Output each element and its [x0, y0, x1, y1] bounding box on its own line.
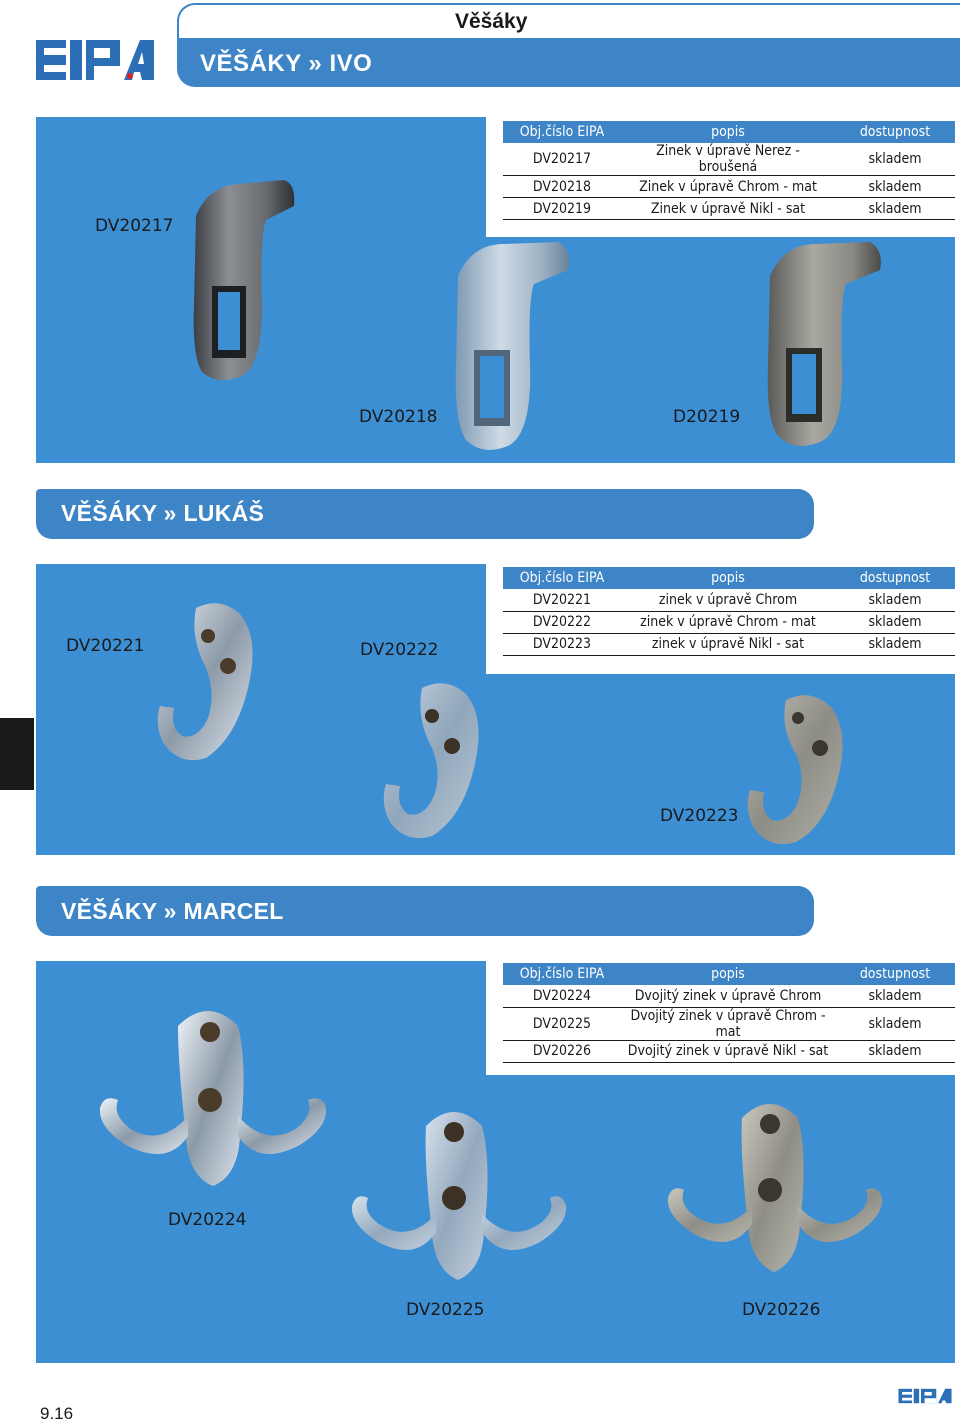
col-header-avail: dostupnost: [835, 121, 955, 143]
table-row: DV20226 Dvojitý zinek v úpravě Nikl - sat skladem: [503, 1040, 955, 1062]
product-label: DV20217: [95, 216, 174, 236]
product-image-dv20222: [376, 678, 496, 846]
product-label: DV20222: [360, 640, 439, 660]
table-row: DV20221 zinek v úpravě Chrom skladem: [503, 589, 955, 611]
table-row: DV20217 Zinek v úpravě Nerez - broušená skladem: [503, 143, 955, 176]
product-image-dv20217: [188, 176, 298, 391]
table-row: DV20223 zinek v úpravě Nikl - sat skladem: [503, 633, 955, 655]
page-number: 9.16: [40, 1404, 74, 1423]
product-image-dv20221: [150, 598, 270, 768]
product-label: DV20225: [406, 1300, 485, 1320]
product-image-dv20218: [448, 236, 574, 458]
section-title-ivo: VĚŠÁKY » IVO: [200, 50, 373, 77]
section-title-lukas: VĚŠÁKY » LUKÁŠ: [61, 500, 265, 526]
page-title: Věšáky: [455, 10, 528, 33]
spec-table-ivo: [503, 121, 955, 220]
eipa-logo: [34, 34, 156, 86]
chapter-tab: [0, 718, 34, 790]
col-header-desc: popis: [621, 121, 835, 143]
product-label: DV20218: [359, 407, 438, 427]
col-header-code: Obj.číslo EIPA: [503, 567, 621, 589]
product-image-dv20224: [88, 996, 338, 1206]
table-row: DV20224 Dvojitý zinek v úpravě Chrom skladem: [503, 985, 955, 1007]
product-image-dv20219: [762, 236, 886, 454]
product-label: DV20221: [66, 636, 145, 656]
eipa-logo-footer: [896, 1387, 954, 1405]
product-image-dv20226: [656, 1090, 896, 1290]
col-header-desc: popis: [621, 567, 835, 589]
col-header-code: Obj.číslo EIPA: [503, 963, 621, 985]
table-row: DV20219 Zinek v úpravě Nikl - sat skladem: [503, 198, 955, 220]
product-label: DV20226: [742, 1300, 821, 1320]
section-title-marcel: VĚŠÁKY » MARCEL: [61, 898, 284, 924]
col-header-avail: dostupnost: [835, 963, 955, 985]
col-header-avail: dostupnost: [835, 567, 955, 589]
table-row: DV20218 Zinek v úpravě Chrom - mat skladem: [503, 176, 955, 198]
col-header-code: Obj.číslo EIPA: [503, 121, 621, 143]
spec-table-lukas: [503, 567, 955, 656]
product-image-dv20225: [340, 1098, 580, 1298]
table-row: DV20222 zinek v úpravě Chrom - mat skladem: [503, 611, 955, 633]
header-frame: [177, 3, 960, 38]
col-header-desc: popis: [621, 963, 835, 985]
table-row: DV20225 Dvojitý zinek v úpravě Chrom - mat skladem: [503, 1007, 955, 1040]
product-label: D20219: [673, 407, 741, 427]
product-label: DV20224: [168, 1210, 247, 1230]
spec-table-marcel: [503, 963, 955, 1063]
product-image-dv20223: [740, 690, 860, 850]
product-label: DV20223: [660, 806, 739, 826]
